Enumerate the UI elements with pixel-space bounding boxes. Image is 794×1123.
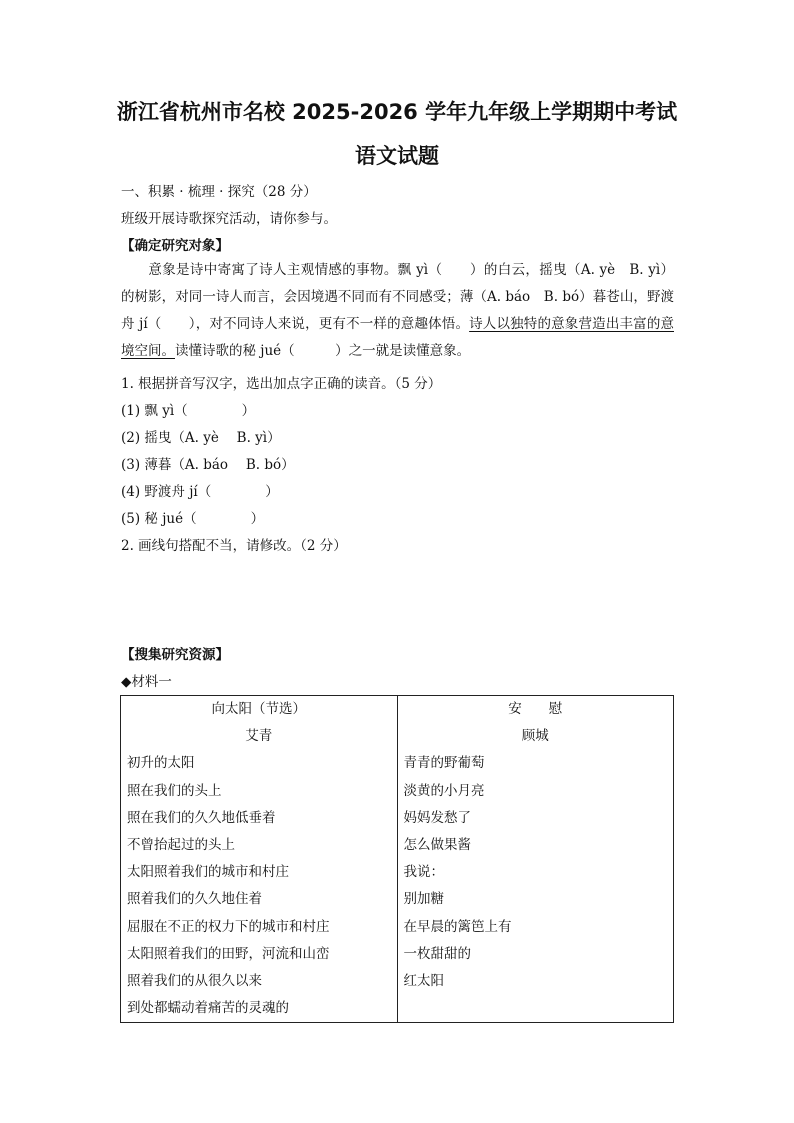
passage-text-a: 意象是诗中寄寓了诗人主观情感的事物。飘 yì（ ）的白云，摇曳（A. yè B. yì）的树影，对同一诗人而言，会因境遇不同而有不同感受；薄（A. báo B. bó）暮苍山，野渡舟 jí（ ），对不同诗人来说，更有不一样的意趣体悟。	[121, 262, 674, 332]
exam-title: 浙江省杭州市名校 2025-2026 学年九年级上学期期中考试	[116, 100, 678, 124]
poem-line: 不曾抬起过的头上	[127, 836, 235, 853]
poem-line: 在早晨的篱笆上有	[403, 918, 512, 935]
poem-line: 太阳照着我们的田野，河流和山峦	[127, 945, 330, 962]
material-label: ◆材料一	[121, 674, 172, 690]
poem-line: 红太阳	[403, 972, 444, 989]
subheading-research-object: 【确定研究对象】	[121, 238, 229, 254]
question-1-item: (3) 薄暮（A. báo B. bó）	[121, 457, 295, 473]
poem-line: 青青的野葡萄	[403, 755, 485, 772]
question-1: 1. 根据拼音写汉字，选出加点字正确的读音。（5 分）	[121, 376, 442, 392]
poem-left	[121, 696, 398, 1023]
question-1-item: (2) 摇曳（A. yè B. yì）	[121, 430, 281, 446]
poem-line: 太阳照着我们的城市和村庄	[127, 864, 289, 881]
poem-table	[120, 695, 674, 1023]
poem-line: 照着我们的久久地住着	[127, 891, 262, 908]
poem-line: 照在我们的久久地低垂着	[127, 809, 276, 826]
passage-underlined-sentence: 诗人以独特的意象营造出丰富的意境空间。	[121, 316, 674, 359]
poem-line: 一枚甜甜的	[403, 945, 471, 962]
section-heading: 一、积累 · 梳理 · 探究（28 分）	[121, 184, 317, 200]
subheading-resources: 【搜集研究资源】	[121, 647, 229, 663]
poem-line: 屈服在不正的权力下的城市和村庄	[127, 918, 330, 935]
passage	[121, 257, 674, 365]
poem-line: 别加糖	[403, 891, 444, 908]
poem-line: 淡黄的小月亮	[403, 782, 485, 799]
passage-text-b: 读懂诗歌的秘 jué（ ）之一就是读懂意象。	[175, 343, 471, 359]
poem-line: 照着我们的从很久以来	[127, 972, 262, 989]
question-1-item: (4) 野渡舟 jí（ ）	[121, 484, 279, 500]
question-1-item: (1) 飘 yì（ ）	[121, 403, 256, 419]
poem-author: 艾青	[245, 728, 273, 745]
poem-line: 照在我们的头上	[127, 782, 222, 799]
poem-line: 怎么做果酱	[403, 836, 471, 853]
poem-line: 我说：	[403, 864, 444, 881]
exam-subtitle: 语文试题	[355, 144, 439, 168]
poem-author: 顾城	[521, 728, 549, 745]
poem-right	[397, 696, 674, 1023]
poem-line: 初升的太阳	[127, 755, 195, 772]
question-1-item: (5) 秘 jué（ ）	[121, 511, 265, 527]
poem-title: 安 慰	[508, 701, 563, 717]
section-intro: 班级开展诗歌探究活动，请你参与。	[121, 211, 337, 227]
poem-line: 到处都蠕动着痛苦的灵魂的	[127, 1000, 289, 1017]
poem-title: 向太阳（节选）	[211, 701, 306, 717]
poem-line: 妈妈发愁了	[403, 809, 471, 826]
question-2: 2. 画线句搭配不当，请修改。（2 分）	[121, 538, 347, 554]
